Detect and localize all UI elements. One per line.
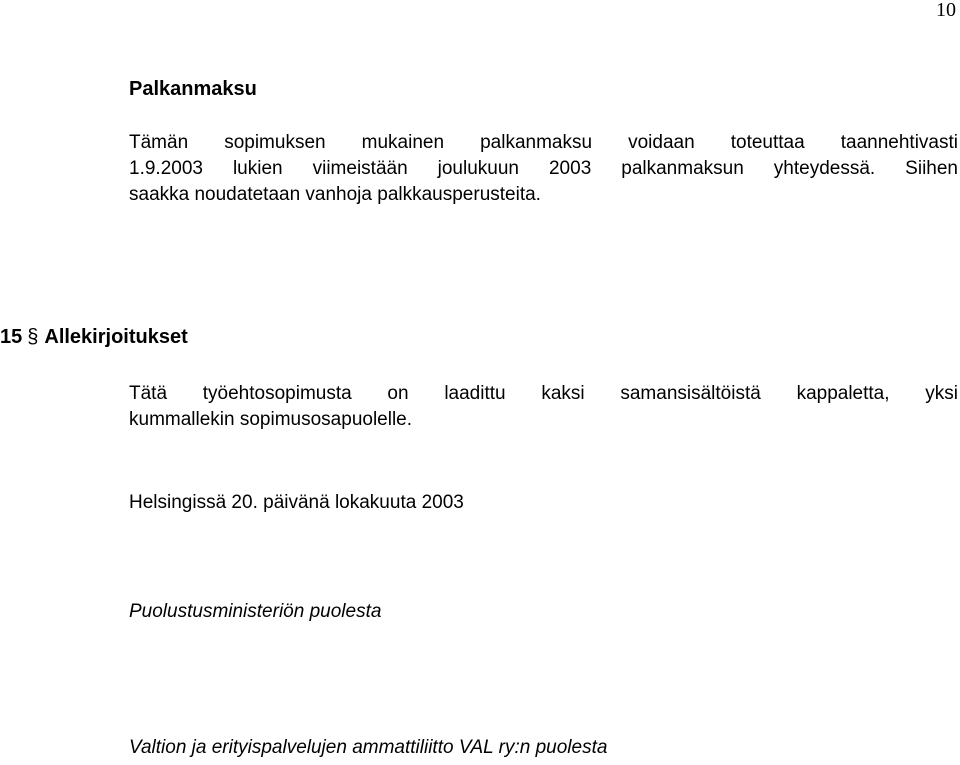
section-number: 15 <box>0 326 23 348</box>
heading-palkanmaksu: Palkanmaksu <box>129 78 257 100</box>
paragraph-line: Tätä työehtosopimusta on laadittu kaksi samansisältöistä kappaletta, yksi <box>129 383 958 404</box>
section-heading-allekirjoitukset <box>0 325 188 349</box>
paragraph-line: Tämän sopimuksen mukainen palkanmaksu voidaan toteuttaa taannehtivasti <box>129 132 958 153</box>
page-number: 10 <box>936 0 956 21</box>
signatory-union: Valtion ja erityispalvelujen ammattiliitto VAL ry:n puolesta <box>129 737 608 758</box>
paragraph-allekirjoitukset <box>129 381 958 433</box>
section-title: Allekirjoitukset <box>44 326 188 348</box>
section-sign: § <box>27 326 39 348</box>
paragraph-line: kummallekin sopimusosapuolelle. <box>129 409 413 430</box>
paragraph-line-justified <box>129 381 958 407</box>
signatory-ministry: Puolustusministeriön puolesta <box>129 601 382 622</box>
paragraph-palkanmaksu <box>129 130 958 208</box>
paragraph-line: 1.9.2003 lukien viimeistään joulukuun 2003 palkanmaksun yhteydessä. Siihen <box>129 158 958 179</box>
paragraph-line: saakka noudatetaan vanhoja palkkausperusteita. <box>129 184 541 205</box>
place-date: Helsingissä 20. päivänä lokakuuta 2003 <box>129 492 464 513</box>
